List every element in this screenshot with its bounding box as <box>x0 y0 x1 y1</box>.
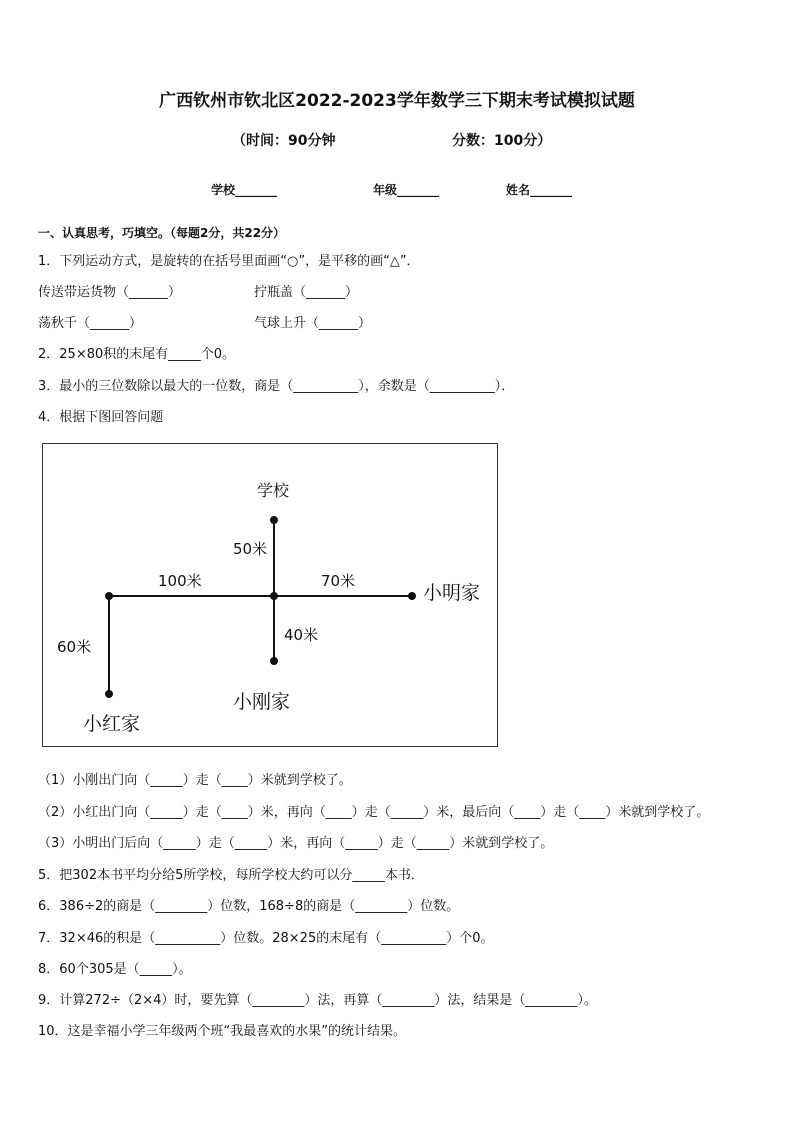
label-xiaogang: 小刚家 <box>233 691 291 713</box>
question-4-2: （2）小红出门向（_____）走（____）米，再向（____）走（_____）米，最后向（____）走（____）米就到学校了。 <box>38 805 710 820</box>
label-xiaoming: 小明家 <box>423 582 481 604</box>
question-4-1: （1）小刚出门向（_____）走（____）米就到学校了。 <box>38 773 352 788</box>
grade-field: 年级_______ <box>373 183 440 197</box>
label-50m: 50米 <box>233 540 268 558</box>
section-heading: 一、认真思考，巧填空。（每题2分，共22分） <box>38 226 286 240</box>
label-40m: 40米 <box>284 626 319 644</box>
question-6: 6．386÷2的商是（________）位数，168÷8的商是（________）位数。 <box>38 899 460 914</box>
question-8: 8．60个305是（_____）。 <box>38 962 192 977</box>
label-70m: 70米 <box>321 572 356 590</box>
question-1c: 荡秋千（______） <box>38 316 143 331</box>
label-school: 学校 <box>257 481 290 500</box>
question-1b: 拧瓶盖（______） <box>254 285 359 300</box>
school-field: 学校_______ <box>211 183 278 197</box>
exam-time: （时间：90分钟 <box>232 133 336 149</box>
question-1d: 气球上升（______） <box>254 316 372 331</box>
page-title: 广西钦州市钦北区2022-2023学年数学三下期末考试模拟试题 <box>159 91 635 111</box>
question-3: 3．最小的三位数除以最大的一位数，商是（__________），余数是（__________）． <box>38 379 515 394</box>
label-xiaohong: 小红家 <box>83 713 141 735</box>
point-junction <box>270 592 278 600</box>
direction-diagram <box>42 443 498 747</box>
question-10: 10．这是幸福小学三年级两个班“我最喜欢的水果”的统计结果。 <box>38 1024 407 1039</box>
point-xiaoming <box>408 592 416 600</box>
point-corner <box>105 592 113 600</box>
question-9: 9．计算272÷（2×4）时，要先算（________）法，再算（________）法，结果是（________）。 <box>38 993 597 1008</box>
question-7: 7．32×46的积是（__________）位数。28×25的末尾有（__________）个0。 <box>38 931 494 946</box>
point-school <box>270 516 278 524</box>
question-4-3: （3）小明出门后向（_____）走（_____）米，再向（_____）走（_____）米就到学校了。 <box>38 836 554 851</box>
name-field: 姓名_______ <box>506 183 573 197</box>
question-1a: 传送带运货物（______） <box>38 285 182 300</box>
label-100m: 100米 <box>158 572 202 590</box>
question-1: 1．下列运动方式，是旋转的在括号里面画“○”，是平移的画“△”． <box>38 254 420 269</box>
question-2: 2．25×80积的末尾有_____个0。 <box>38 347 236 362</box>
exam-score: 分数：100分） <box>452 133 552 149</box>
label-60m: 60米 <box>57 638 92 656</box>
question-5: 5．把302本书平均分给5所学校，每所学校大约可以分_____本书． <box>38 868 424 883</box>
point-xiaogang <box>270 657 278 665</box>
point-xiaohong <box>105 690 113 698</box>
question-4: 4．根据下图回答问题 <box>38 410 164 425</box>
diagram-svg <box>43 444 499 748</box>
